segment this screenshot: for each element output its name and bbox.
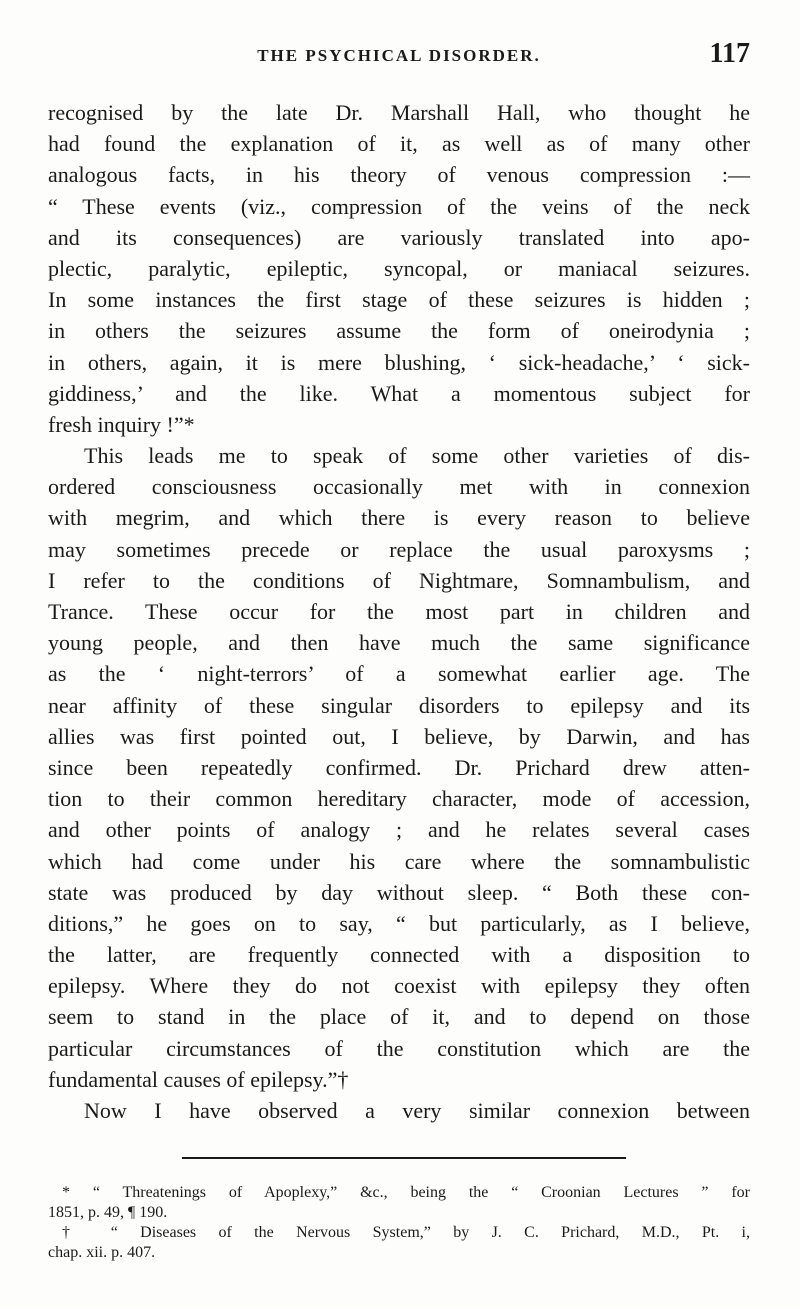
text-line: near affinity of these singular disorders to epilepsy and its <box>48 692 750 718</box>
text-line: which had come under his care where the somnambulistic <box>48 848 750 874</box>
footnote-line: 1851, p. 49, ¶ 190. <box>48 1204 168 1221</box>
text-line: fresh inquiry !”* <box>48 411 195 437</box>
text-line: and other points of analogy ; and he relates several cases <box>48 817 750 843</box>
text-line: may sometimes precede or replace the usual paroxysms ; <box>48 536 750 562</box>
text-line: and its consequences) are variously translated into apo- <box>48 224 750 250</box>
body-text <box>48 97 750 1126</box>
paragraph-start-line: Now I have observed a very similar connexion between <box>84 1098 750 1123</box>
text-line: in others, again, it is mere blushing, ‘ sick-headache,’ ‘ sick- <box>48 349 750 375</box>
paragraph-start-line: This leads me to speak of some other varieties of dis- <box>84 443 750 469</box>
running-head <box>48 38 750 78</box>
footnote-rule <box>182 1157 626 1159</box>
text-line: plectic, paralytic, epileptic, syncopal, or maniacal seizures. <box>48 255 750 281</box>
footnote-line: * “ Threatenings of Apoplexy,” &c., being the “ Croonian Lectures ” for <box>62 1184 750 1201</box>
text-line: particular circumstances of the constitution which are the <box>48 1035 750 1061</box>
text-line: analogous facts, in his theory of venous compression :— <box>48 162 750 188</box>
text-line: as the ‘ night-terrors’ of a somewhat earlier age. The <box>48 661 750 687</box>
text-line: since been repeatedly confirmed. Dr. Prichard drew atten- <box>48 754 750 780</box>
text-line: “ These events (viz., compression of the veins of the neck <box>48 193 750 219</box>
text-line: recognised by the late Dr. Marshall Hall, who thought he <box>48 100 750 125</box>
text-line: state was produced by day without sleep. “ Both these con- <box>48 879 750 905</box>
text-line: allies was first pointed out, I believe, by Darwin, and has <box>48 723 750 749</box>
footnotes <box>48 1183 750 1263</box>
running-title: THE PSYCHICAL DISORDER. <box>257 46 541 65</box>
footnote-line: † “ Diseases of the Nervous System,” by J. C. Prichard, M.D., Pt. i, <box>62 1224 750 1241</box>
text-line: the latter, are frequently connected with a disposition to <box>48 942 750 968</box>
text-line: seem to stand in the place of it, and to depend on those <box>48 1004 750 1030</box>
text-line: with megrim, and which there is every reason to believe <box>48 505 750 531</box>
text-line: young people, and then have much the same significance <box>48 630 750 656</box>
text-line: ordered consciousness occasionally met with in connexion <box>48 474 750 500</box>
text-line: tion to their common hereditary character, mode of accession, <box>48 786 750 812</box>
text-line: fundamental causes of epilepsy.”† <box>48 1066 349 1092</box>
footnote-line: chap. xii. p. 407. <box>48 1244 156 1261</box>
text-line: in others the seizures assume the form of oneirodynia ; <box>48 318 750 344</box>
page-number: 117 <box>709 38 750 69</box>
text-line: epilepsy. Where they do not coexist with epilepsy they often <box>48 973 750 999</box>
text-line: giddiness,’ and the like. What a momentous subject for <box>48 380 750 406</box>
text-line: Trance. These occur for the most part in children and <box>48 599 750 624</box>
text-line: had found the explanation of it, as well as of many other <box>48 131 750 157</box>
text-line: In some instances the first stage of these seizures is hidden ; <box>48 287 750 313</box>
text-line: ditions,” he goes on to say, “ but particularly, as I believe, <box>48 910 750 936</box>
text-line: I refer to the conditions of Nightmare, Somnambulism, and <box>48 567 750 593</box>
